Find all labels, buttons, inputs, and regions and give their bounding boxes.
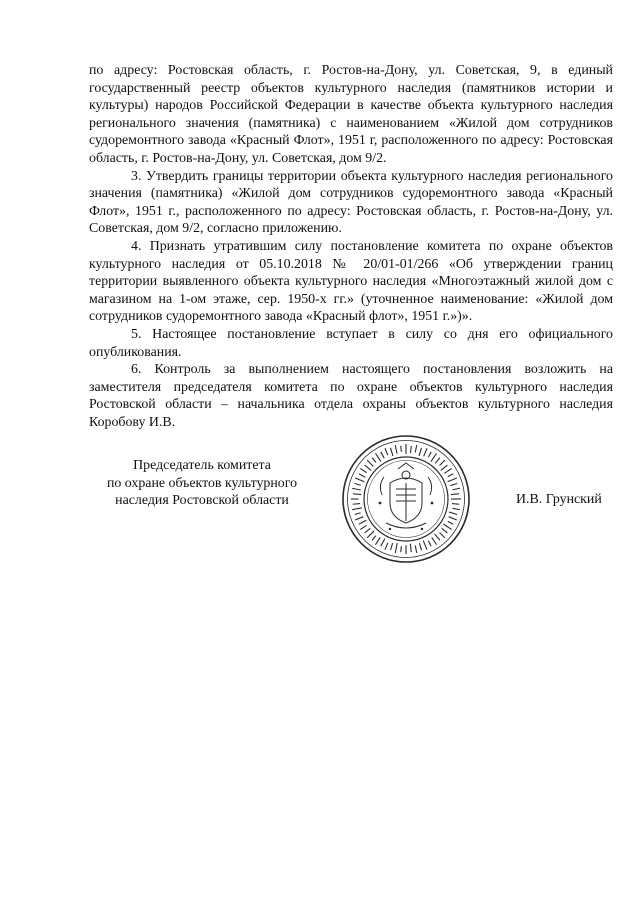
signatory-title-line: наследия Ростовской области xyxy=(115,493,289,509)
document-body xyxy=(89,62,613,431)
signatory-title-line: Председатель комитета xyxy=(133,458,271,473)
paragraph-item-6: 6. Контроль за выполнением настоящего постановления возложить на заместителя председателя комитета по охране объектов культурного наследия Ростовской области – начальника отдела охраны объектов культурного наследия Коробову И.В. xyxy=(89,362,613,430)
official-seal xyxy=(340,433,472,565)
seal-icon xyxy=(340,433,472,565)
signatory-name: И.В. Грунский xyxy=(516,492,602,507)
signatory-title xyxy=(92,457,312,510)
paragraph-address-continuation: по адресу: Ростовская область, г. Ростов-на-Дону, ул. Советская, 9, в единый государственный реестр объектов культурного наследия (памятников истории и культуры) народов Российской Федерации в качестве объекта культурного наследия регионального значения (памятника) с наименованием «Жилой дом сотрудников судоремонтного завода «Красный Флот», 1951 г, расположенного по адресу: Ростовская область, г. Ростов-на-Дону, ул. Советская, дом 9/2. xyxy=(89,63,613,166)
signatory-title-line: по охране объектов культурного xyxy=(106,475,298,491)
paragraph-item-4: 4. Признать утратившим силу постановление комитета по охране объектов культурного наследия от 05.10.2018 № 20/01-01/266 «Об утверждении границ территории выявленного объекта культурного наследия «Многоэтажный жилой дом с магазином на 1-ом этаже, сер. 1950-х гг.» (уточненное наименование: «Жилой дом сотрудников судоремонтного завода «Красный флот», 1951 г.»)». xyxy=(89,238,613,325)
paragraph-item-5: 5. Настоящее постановление вступает в силу со дня его официального опубликования. xyxy=(89,326,613,360)
paragraph-item-3: 3. Утвердить границы территории объекта культурного наследия регионального значения (памятника) «Жилой дом сотрудников судоремонтного завода «Красный Флот», 1951 г., расположенного по адресу: Ростовская область, г. Ростов-на-Дону, ул. Советская, дом 9/2, согласно приложению. xyxy=(89,168,613,237)
